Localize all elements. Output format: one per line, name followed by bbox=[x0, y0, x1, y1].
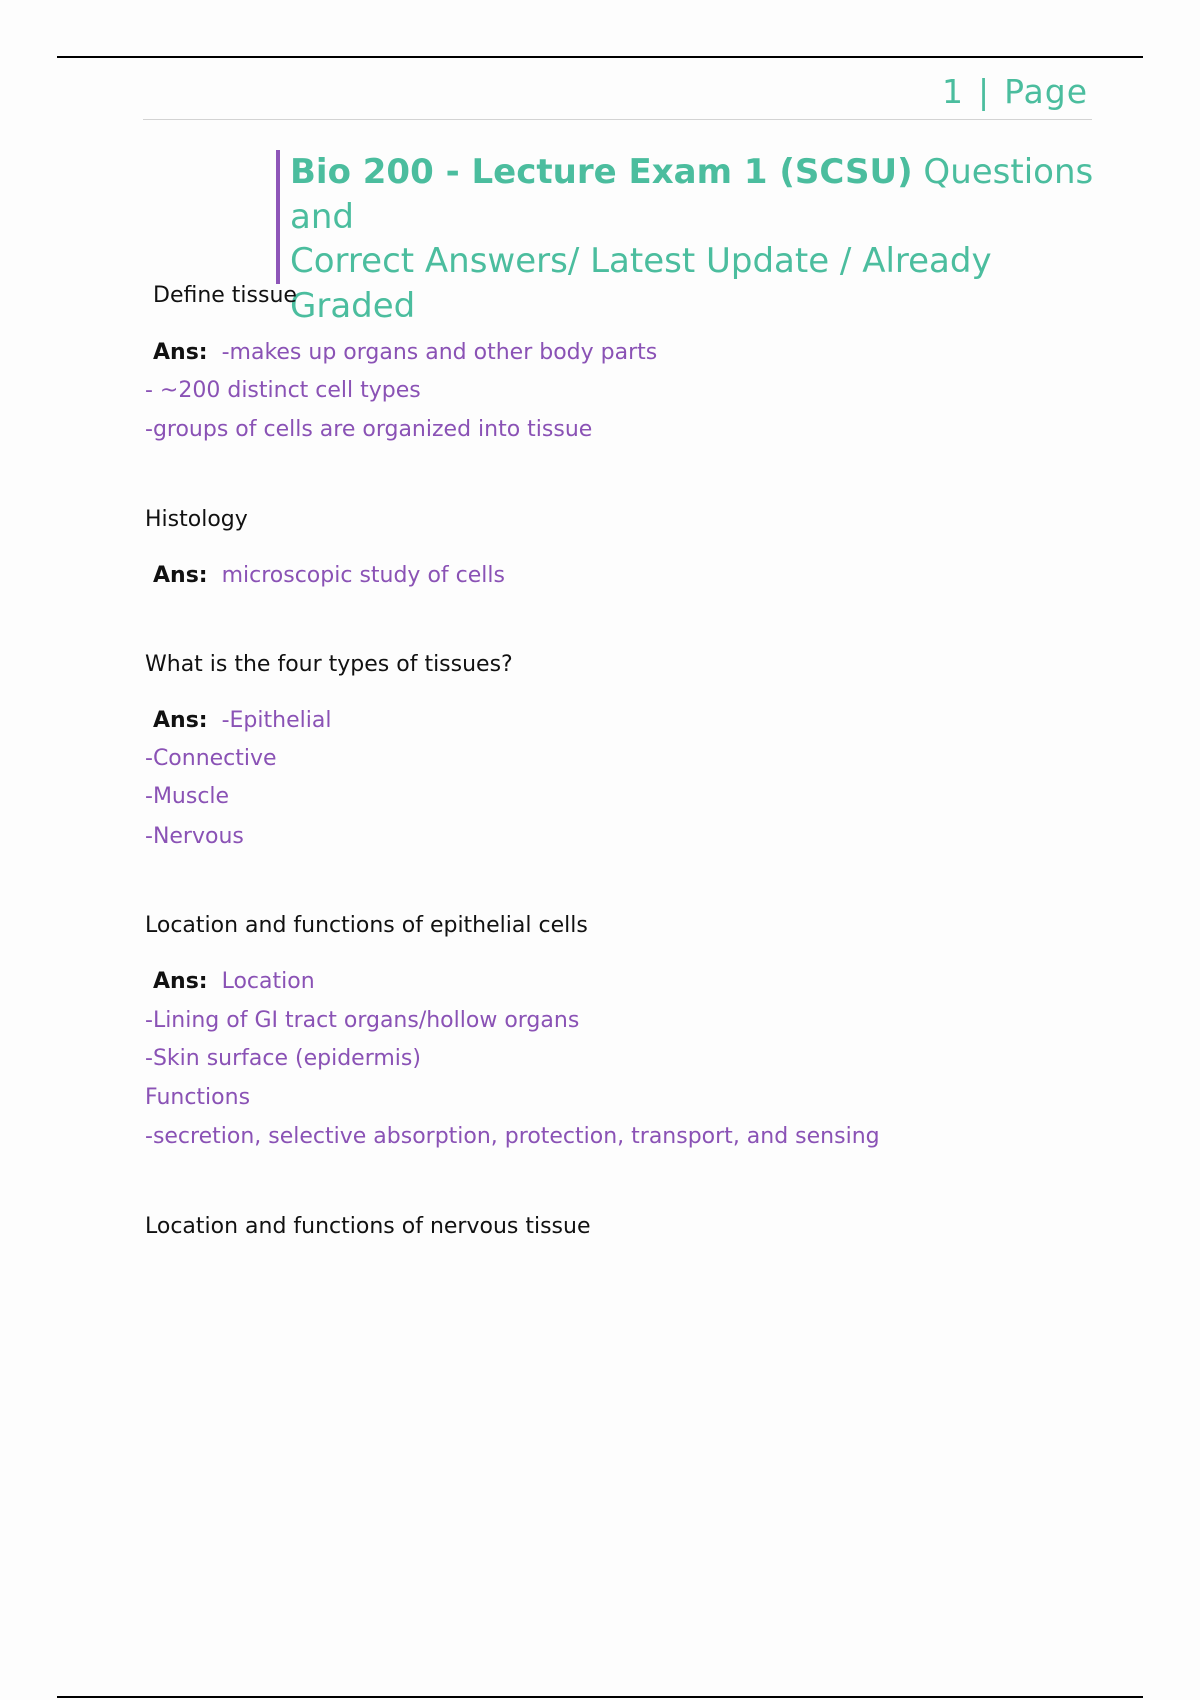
answer-line: -groups of cells are organized into tissue bbox=[145, 417, 593, 442]
answer-line bbox=[153, 708, 331, 733]
header-rule bbox=[143, 119, 1092, 120]
question-text: Histology bbox=[145, 507, 248, 532]
answer-text: -makes up organs and other body parts bbox=[221, 340, 658, 365]
title-line2: Correct Answers/ Latest Update / Already bbox=[290, 241, 992, 281]
title-line3: Graded bbox=[290, 285, 416, 326]
answer-line: Functions bbox=[145, 1085, 251, 1110]
answer-line bbox=[153, 563, 505, 588]
answer-label: Ans: bbox=[153, 340, 208, 365]
answer-line bbox=[153, 340, 657, 365]
bottom-rule bbox=[57, 1696, 1143, 1698]
title-line1-rest: Questions and bbox=[290, 152, 1094, 237]
document-title-block bbox=[276, 150, 1096, 326]
answer-text: -Epithelial bbox=[221, 708, 332, 733]
question-text: Define tissue bbox=[153, 283, 297, 308]
answer-line: -Connective bbox=[145, 746, 277, 771]
answer-line: -Muscle bbox=[145, 784, 230, 809]
answer-line: -secretion, selective absorption, protection, transport, and sensing bbox=[145, 1124, 880, 1149]
page-number-header bbox=[942, 72, 1088, 111]
page-number: 1 bbox=[941, 72, 964, 111]
document-title bbox=[290, 150, 1096, 328]
page-separator: | bbox=[977, 72, 991, 111]
page-label: Page bbox=[1004, 72, 1088, 111]
answer-line: -Nervous bbox=[145, 824, 244, 849]
answer-line bbox=[153, 969, 315, 994]
question-text: Location and functions of epithelial cells bbox=[145, 913, 588, 938]
answer-label: Ans: bbox=[153, 708, 208, 733]
answer-line: -Skin surface (epidermis) bbox=[145, 1046, 421, 1071]
question-text: What is the four types of tissues? bbox=[145, 652, 513, 677]
question-text: Location and functions of nervous tissue bbox=[145, 1214, 591, 1239]
answer-label: Ans: bbox=[153, 563, 208, 588]
answer-text: Location bbox=[221, 969, 315, 994]
answer-label: Ans: bbox=[153, 969, 208, 994]
title-bold: Bio 200 - Lecture Exam 1 (SCSU) bbox=[290, 152, 913, 192]
answer-text: microscopic study of cells bbox=[221, 563, 505, 588]
answer-line: - ~200 distinct cell types bbox=[145, 378, 421, 403]
answer-line: -Lining of GI tract organs/hollow organs bbox=[145, 1008, 580, 1033]
top-rule bbox=[57, 56, 1143, 58]
